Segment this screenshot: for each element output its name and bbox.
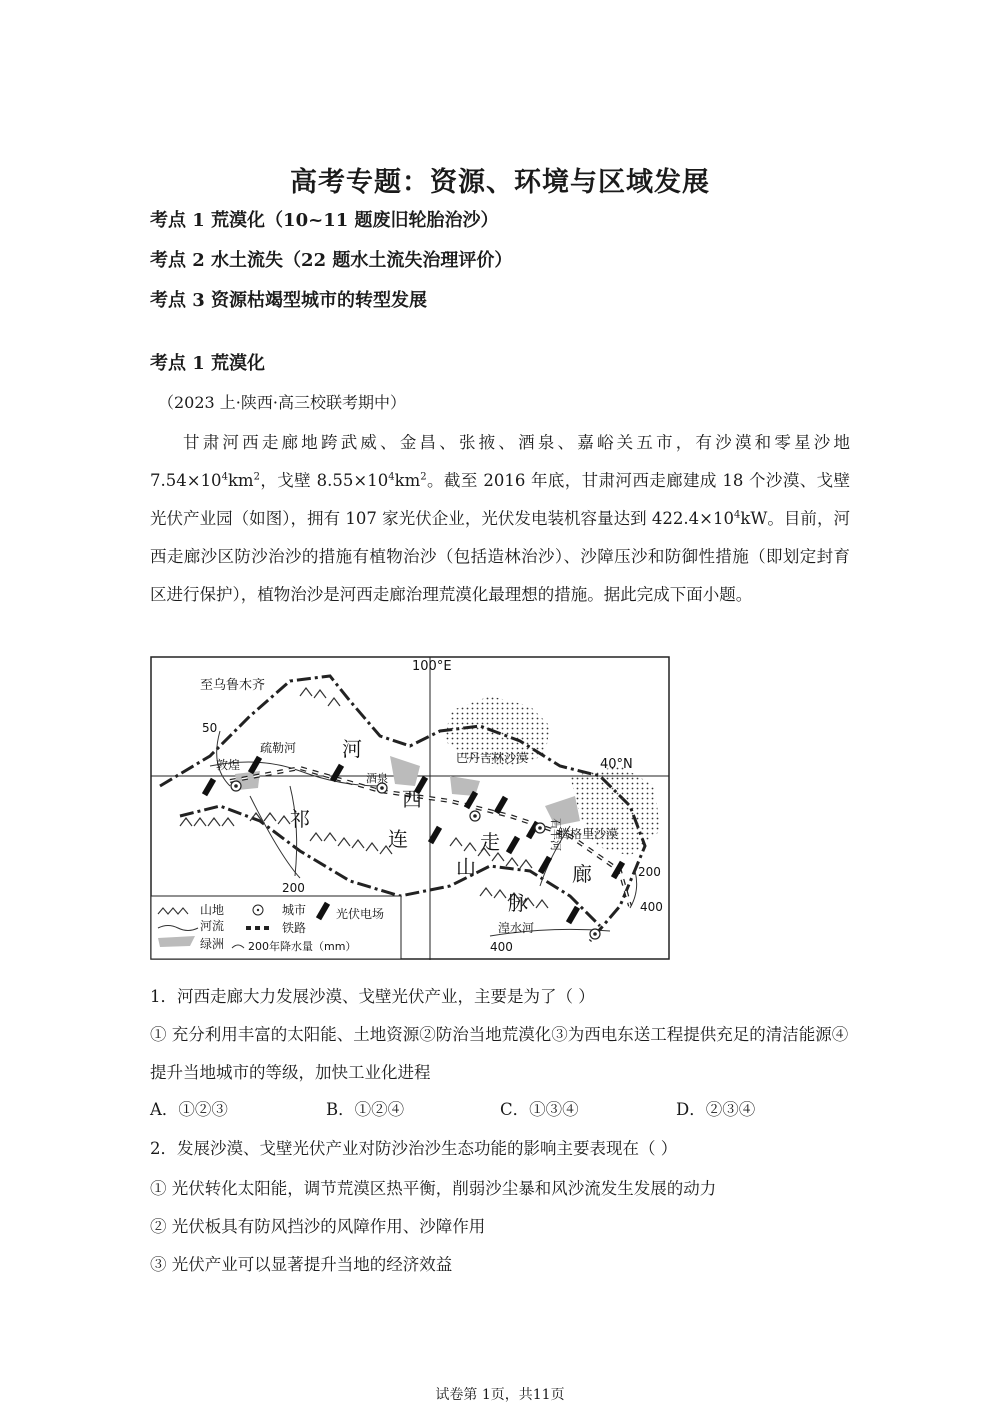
- q2-statement-3: ③ 光伏产业可以显著提升当地的经济效益: [150, 1255, 453, 1274]
- label-zou: 走: [480, 830, 500, 854]
- topic-2: 考点 2 水土流失（22 题水土流失治理评价）: [150, 250, 513, 271]
- q2-statement-1: ① 光伏转化太阳能，调节荒漠区热平衡，削弱沙尘暴和风沙流发生发展的动力: [150, 1179, 717, 1198]
- label-lon: 100°E: [412, 659, 452, 674]
- passage: 甘肃河西走廊地跨武威、金昌、张掖、酒泉、嘉峪关五市，有沙漠和零星沙地 $7.54\times 10^4km^2$，戈壁 $8.55\times 10^4km^2$。截至 2016 年底，甘肃河西走廊建成 18 个沙漠、戈壁光伏产业园（如图），拥有 107 家光伏企业，光伏发电装机容量达到 $422.4\times 10^4kW$。目前，河西走廊沙区防沙治沙的措施有植物治沙（包括造林治沙）、沙障压沙和防御性措施（即划定封育区进行保护），植物治沙是河西走廊治理荒漠化最理想的措施。据此完成下面小题。: [150, 433, 850, 604]
- page-title: 高考专题：资源、环境与区域发展: [290, 167, 710, 198]
- hexi-corridor-map: [150, 656, 670, 960]
- label-qi: 祁: [290, 807, 310, 831]
- q1-option-a: A．①②③: [150, 1100, 228, 1119]
- label-mai: 脉: [508, 891, 528, 915]
- label-iso400a: 400: [640, 900, 663, 914]
- label-iso200a: 200: [282, 881, 305, 895]
- question-source: （2023 上·陕西·高三校联考期中）: [158, 393, 406, 412]
- label-shulehe: 疏勒河: [260, 741, 297, 755]
- topic-3: 考点 3 资源枯竭型城市的转型发展: [150, 290, 428, 311]
- label-huangshui: 湟水河: [498, 921, 535, 935]
- label-lat: 40°N: [600, 757, 633, 772]
- q2-stem: 2．发展沙漠、戈壁光伏产业对防沙治沙生态功能的影响主要表现在（ ）: [150, 1139, 678, 1158]
- label-iso50: 50: [202, 721, 218, 735]
- page-footer: 试卷第 1页，共11页: [435, 1387, 565, 1403]
- label-he: 河: [342, 737, 362, 761]
- legend-railway: 铁路: [282, 921, 307, 935]
- label-shan: 山: [456, 855, 476, 879]
- q1-statements: ① 充分利用丰富的太阳能、土地资源②防治当地荒漠化③为西电东送工程提供充足的清洁能源④提升当地城市的等级，加快工业化进程: [150, 1025, 849, 1082]
- label-lian: 连: [388, 827, 408, 851]
- label-lang: 廊: [572, 862, 592, 886]
- label-xi: 西: [402, 787, 422, 811]
- legend-river: 河流: [200, 919, 225, 933]
- legend-pv: 光伏电场: [336, 907, 385, 921]
- q1-option-b: B．①②④: [326, 1100, 405, 1119]
- label-iso400b: 400: [490, 940, 513, 954]
- topic-1: 考点 1 荒漠化（10~11 题废旧轮胎治沙）: [150, 210, 499, 231]
- legend-precip: 200年降水量（mm）: [248, 940, 357, 953]
- label-shiyang: 石羊河: [549, 818, 562, 851]
- label-urumqi: 至乌鲁木齐: [200, 678, 266, 693]
- q1-option-d: D．②③④: [676, 1100, 756, 1119]
- q1-stem: 1．河西走廊大力发展沙漠、戈壁光伏产业，主要是为了（ ）: [150, 987, 595, 1006]
- label-jiuquan: 酒泉: [366, 772, 388, 785]
- legend-oasis: 绿洲: [200, 937, 225, 951]
- q2-statement-2: ② 光伏板具有防风挡沙的风障作用、沙障作用: [150, 1217, 486, 1236]
- label-tengger: 腾格里沙漠: [558, 827, 619, 841]
- legend-city: 城市: [282, 903, 307, 917]
- q1-option-c: C．①③④: [500, 1100, 579, 1119]
- section-heading: 考点 1 荒漠化: [150, 353, 266, 374]
- label-badain: 巴丹吉林沙漠: [456, 751, 529, 765]
- label-dunhuang: 敦煌: [216, 758, 241, 772]
- legend-mountain: 山地: [200, 903, 225, 917]
- label-iso200b: 200: [638, 865, 661, 879]
